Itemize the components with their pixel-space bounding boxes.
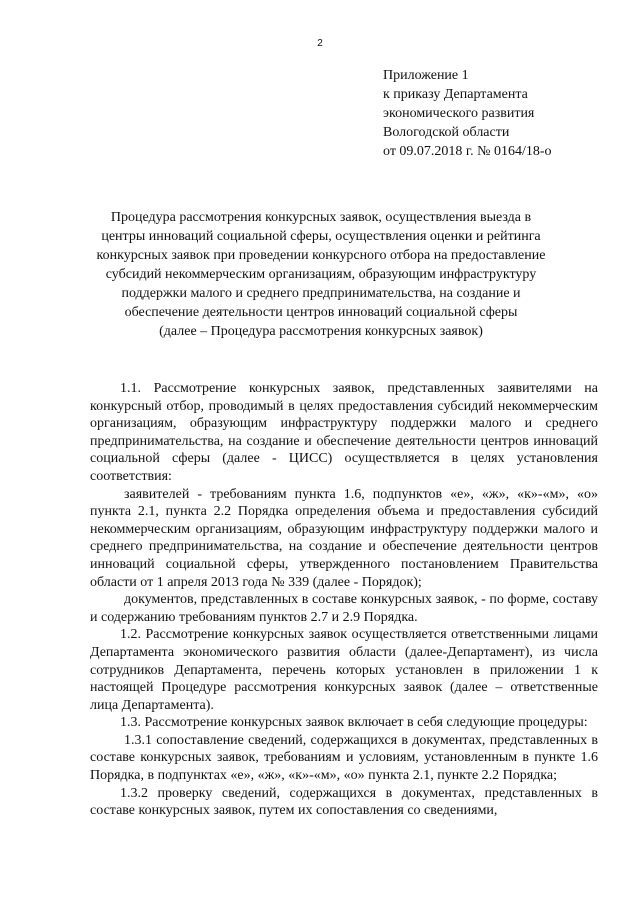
appendix-line: к приказу Департамента <box>383 87 528 102</box>
appendix-line: Приложение 1 <box>383 68 469 83</box>
title-line: субсидий некоммерческим организациям, образующим инфраструктуру <box>105 267 537 282</box>
appendix-line: Вологодской области <box>383 125 510 140</box>
appendix-line: от 09.07.2018 г. № 0164/18-о <box>383 144 552 159</box>
title-line: обеспечение деятельности центров инноваций социальной сферы <box>124 305 518 320</box>
paragraph-1-1: 1.1. Рассмотрение конкурсных заявок, представленных заявителями на конкурсный отбор, проводимый в целях предоставления субсидий некоммерческим организациям, образующим инфраструктуру поддержки малого и среднего предпринимательства, на создание и обеспечение деятельности центров инноваций социальной сферы (далее - ЦИСС) осуществляется в целях установления соответствия: <box>90 381 598 484</box>
appendix-line: экономического развития <box>383 106 535 121</box>
paragraph-applicants: заявителей - требованиям пункта 1.6, подпунктов «е», «ж», «к»-«м», «о» пункта 2.1, пункта 2.2 Порядка определения объема и предоставления субсидий некоммерческим организациям, образующим инфраструктуру поддержки малого и среднего предпринимательства, на создание и обеспечение деятельности центров инноваций социальной сферы, утвержденного постановлением Правительства области от 1 апреля 2013 года № 339 (далее - Порядок); <box>90 486 598 590</box>
paragraph-documents: документов, представленных в составе конкурсных заявок, - по форме, составу и содержанию требованиям пунктов 2.7 и 2.9 Порядка. <box>90 592 598 625</box>
paragraph-1-3: 1.3. Рассмотрение конкурсных заявок включает в себя следующие процедуры: <box>120 715 588 731</box>
document-body <box>90 380 598 820</box>
paragraph-1-3-1: 1.3.1 сопоставление сведений, содержащихся в документах, представленных в составе конкурсных заявок, требованиям и условиям, установленным в пункте 1.6 Порядка, в подпунктах «е», «ж», «к»-«м», «о» пункта 2.1, пункте 2.2 Порядка; <box>90 732 598 784</box>
title-line: (далее – Процедура рассмотрения конкурсных заявок) <box>159 324 483 339</box>
appendix-block <box>383 66 552 161</box>
document-title <box>92 208 550 341</box>
title-line: поддержки малого и среднего предпринимательства, на создание и <box>121 286 521 301</box>
title-line: центры инноваций социальной сферы, осуществления оценки и рейтинга <box>101 229 541 244</box>
paragraph-1-2: 1.2. Рассмотрение конкурсных заявок осуществляется ответственными лицами Департамента экономического развития области (далее-Департамент), из числа сотрудников Департамента, перечень которых установлен в приложении 1 к настоящей Процедуре рассмотрения конкурсных заявок (далее – ответственные лица Департамента). <box>90 627 598 713</box>
title-line: конкурсных заявок при проведении конкурсного отбора на предоставление <box>96 248 546 263</box>
page-number: 2 <box>317 38 323 49</box>
paragraph-1-3-2: 1.3.2 проверку сведений, содержащихся в документах, представленных в составе конкурсных заявок, путем их сопоставления со сведениями, <box>90 785 598 819</box>
title-line: Процедура рассмотрения конкурсных заявок, осуществления выезда в <box>110 210 532 225</box>
